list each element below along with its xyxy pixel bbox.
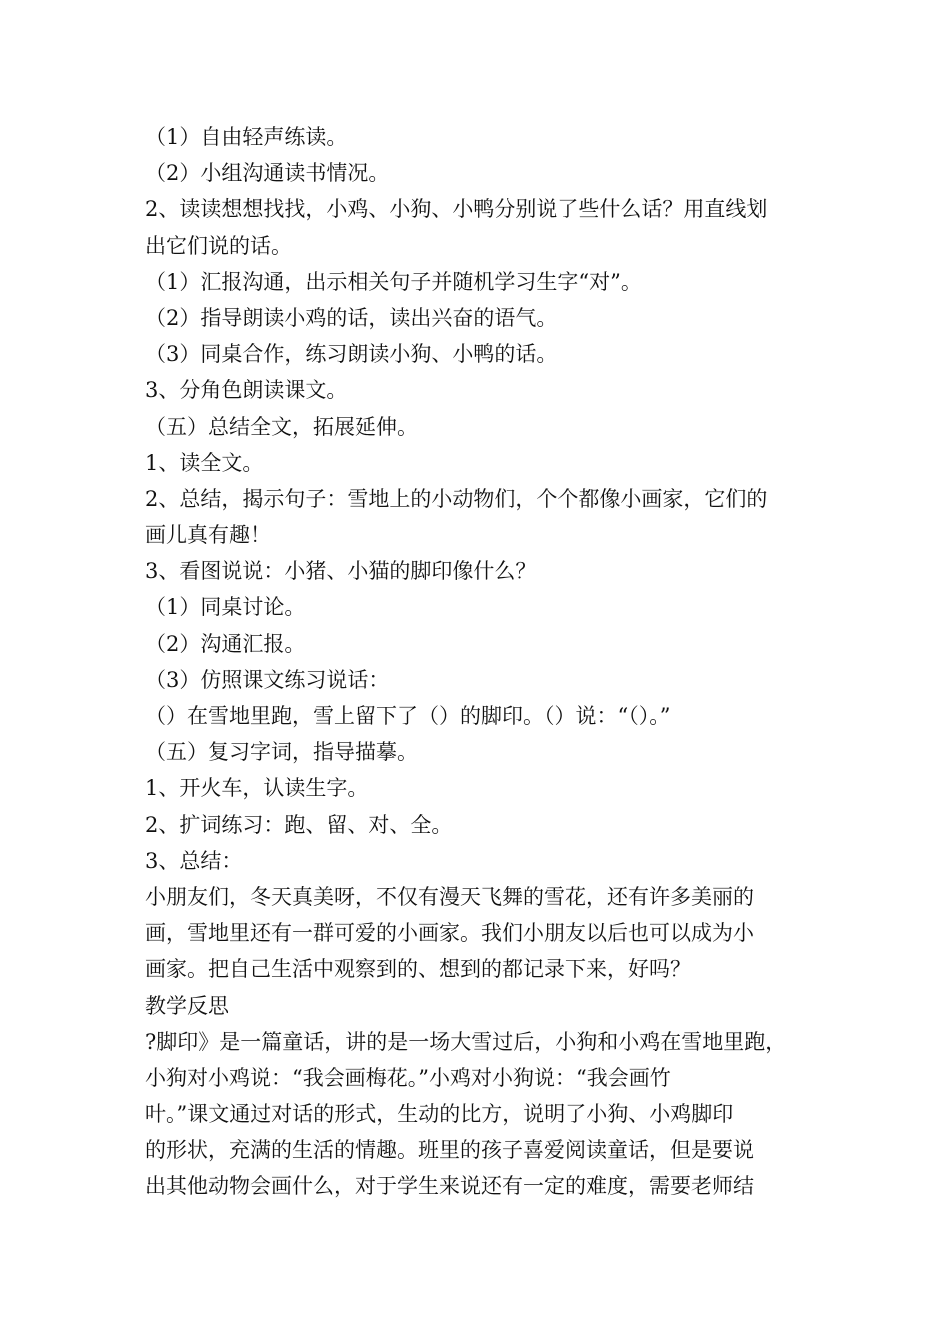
text-line: 画家。把自己生活中观察到的、想到的都记录下来，好吗？ [145,957,691,982]
text-line: 出它们说的话。 [145,233,292,258]
section-heading: （五）复习字词，指导描摹。 [145,740,418,765]
document-body [145,119,810,1205]
text-line: （1）汇报沟通，出示相关句子并随机学习生字“对”。 [145,269,642,294]
text-line: 出其他动物会画什么，对于学生来说还有一定的难度，需要老师结 [145,1174,754,1199]
text-line: （3）同桌合作，练习朗读小狗、小鸭的话。 [145,342,558,367]
text-line: 2、读读想想找找，小鸡、小狗、小鸭分别说了些什么话？用直线划 [145,197,768,222]
text-line: 画，雪地里还有一群可爱的小画家。我们小朋友以后也可以成为小 [145,921,754,946]
section-heading: 教学反思 [145,993,229,1018]
text-line: 3、总结： [145,848,243,873]
text-line: 小朋友们，冬天真美呀，不仅有漫天飞舞的雪花，还有许多美丽的 [145,884,754,909]
text-line: 叶。”课文通过对话的形式，生动的比方，说明了小狗、小鸡脚印 [145,1102,734,1127]
text-line: 2、扩词练习：跑、留、对、全。 [145,812,453,837]
text-line: （2）小组沟通读书情况。 [145,161,390,186]
text-line: ?脚印》是一篇童话，讲的是一场大雪过后，小狗和小鸡在雪地里跑， [145,1029,787,1054]
text-line: 小狗对小鸡说：“我会画梅花。”小鸡对小狗说：“我会画竹 [145,1065,671,1090]
text-line: （）在雪地里跑，雪上留下了（）的脚印。（）说：“（）。” [145,704,671,728]
text-line: 的形状，充满的生活的情趣。班里的孩子喜爱阅读童话，但是要说 [145,1138,754,1163]
text-line: （2）沟通汇报。 [145,631,306,656]
text-line: 画儿真有趣！ [145,523,271,548]
text-line: 2、总结，揭示句子：雪地上的小动物们，个个都像小画家，它们的 [145,486,768,511]
text-line: 3、分角色朗读课文。 [145,378,348,403]
text-line: （1）同桌讨论。 [145,595,306,620]
text-line: （1）自由轻声练读。 [145,125,348,149]
text-line: 1、读全文。 [145,450,264,475]
text-line: 3、看图说说：小猪、小猫的脚印像什么？ [145,559,537,584]
text-line: 1、开火车，认读生字。 [145,776,369,801]
text-line: （3）仿照课文练习说话： [145,667,390,692]
text-line: （2）指导朗读小鸡的话，读出兴奋的语气。 [145,305,558,330]
section-heading: （五）总结全文，拓展延伸。 [145,414,418,439]
